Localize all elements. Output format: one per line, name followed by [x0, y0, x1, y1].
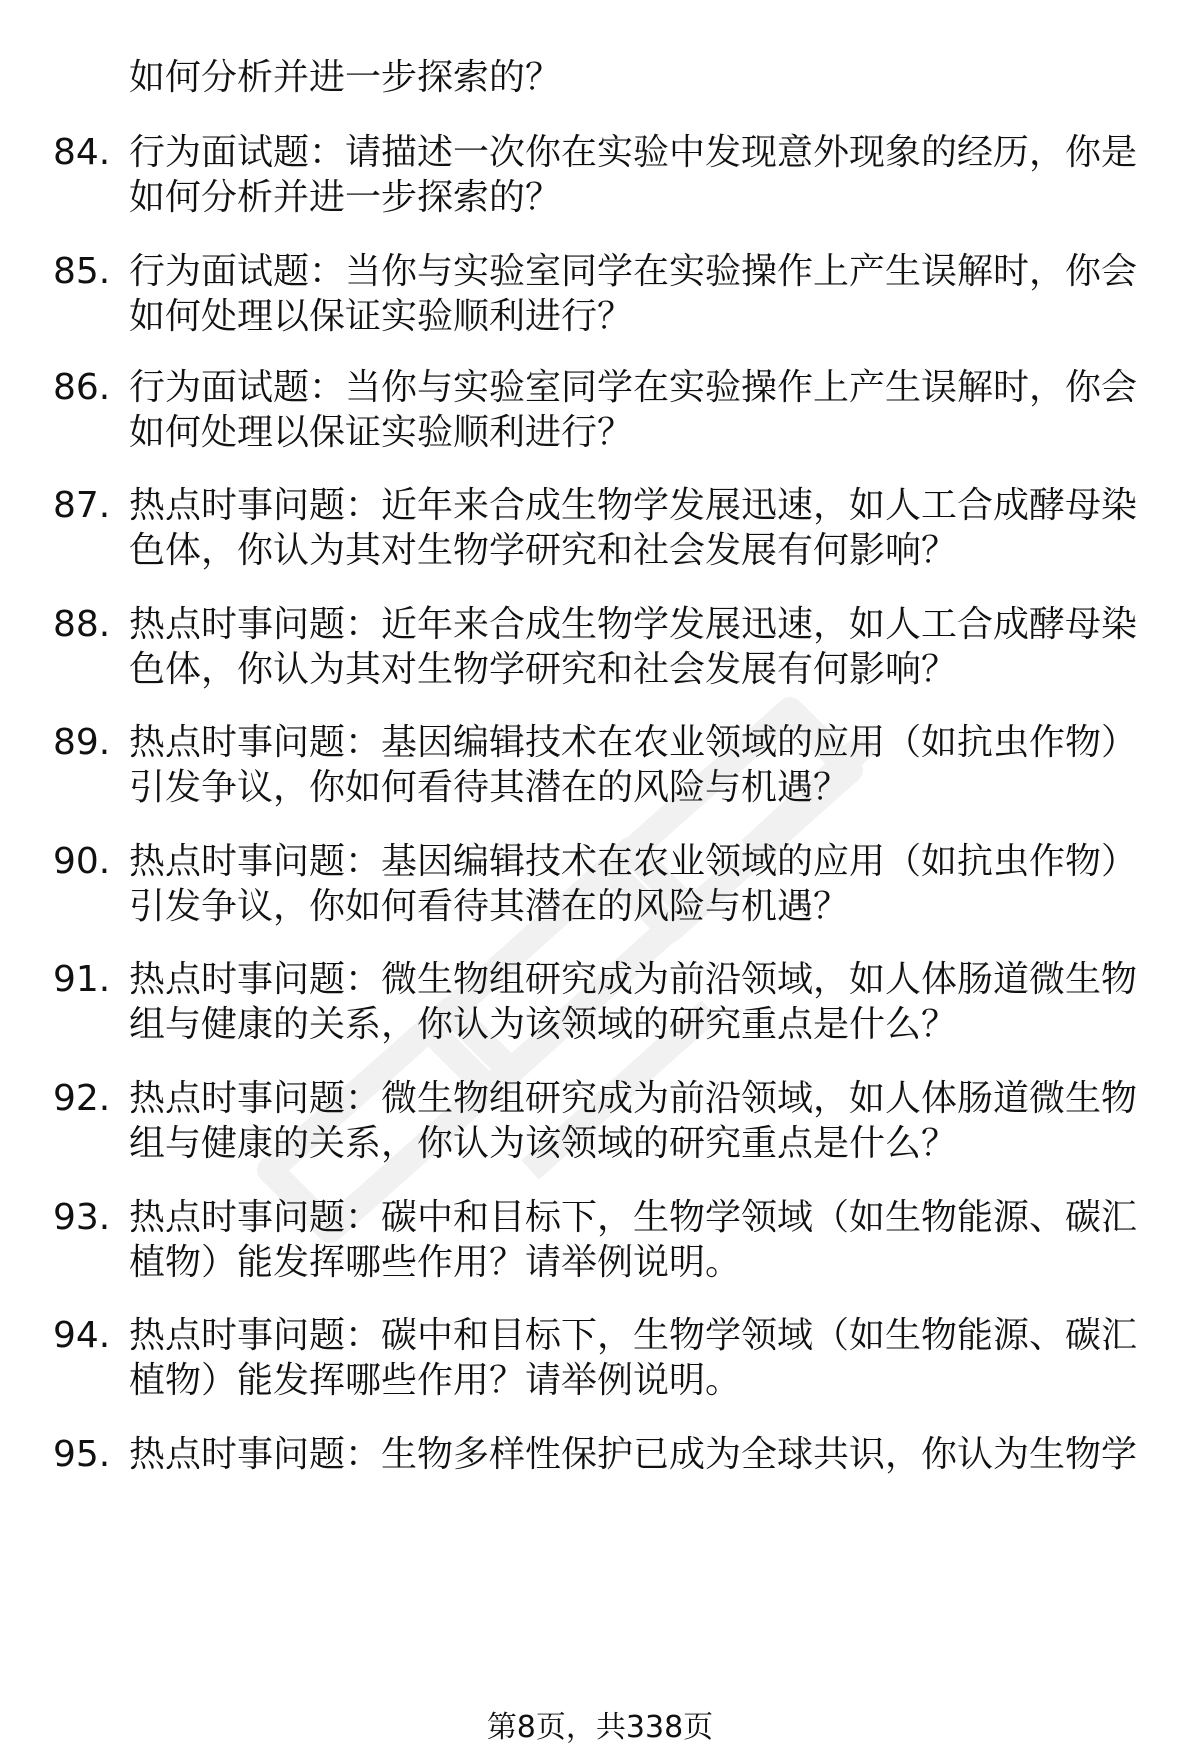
- item-line: 热点时事问题：基因编辑技术在农业领域的应用（如抗虫作物）: [129, 841, 1138, 882]
- item-line: 组与健康的关系，你认为该领域的研究重点是什么？: [129, 1123, 958, 1164]
- item-number: 87.: [53, 485, 111, 526]
- item-number: 85.: [53, 251, 111, 292]
- item-number: 93.: [53, 1197, 111, 1238]
- item-number: 94.: [53, 1315, 111, 1356]
- item-number: 92.: [53, 1078, 111, 1119]
- item-number: 90.: [53, 841, 111, 882]
- item-number: 91.: [53, 959, 111, 1000]
- item-line: 热点时事问题：生物多样性保护已成为全球共识，你认为生物学: [129, 1434, 1138, 1475]
- item-line: 色体，你认为其对生物学研究和社会发展有何影响？: [129, 649, 958, 690]
- item-line: 热点时事问题：微生物组研究成为前沿领域，如人体肠道微生物: [129, 959, 1138, 1000]
- item-line: 热点时事问题：近年来合成生物学发展迅速，如人工合成酵母染: [129, 604, 1138, 645]
- item-number: 89.: [53, 722, 111, 763]
- item-line: 热点时事问题：微生物组研究成为前沿领域，如人体肠道微生物: [129, 1078, 1138, 1119]
- item-number: 95.: [53, 1434, 111, 1475]
- item-line: 引发争议，你如何看待其潜在的风险与机遇？: [129, 767, 850, 808]
- item-line: 植物）能发挥哪些作用？请举例说明。: [129, 1360, 742, 1401]
- item-line: 行为面试题：当你与实验室同学在实验操作上产生误解时，你会: [129, 367, 1138, 408]
- item-line: 行为面试题：请描述一次你在实验中发现意外现象的经历，你是: [129, 132, 1138, 173]
- item-line: 色体，你认为其对生物学研究和社会发展有何影响？: [129, 530, 958, 571]
- item-line: 组与健康的关系，你认为该领域的研究重点是什么？: [129, 1004, 958, 1045]
- item-line: 热点时事问题：碳中和目标下，生物学领域（如生物能源、碳汇: [129, 1315, 1138, 1356]
- item-line: 如何处理以保证实验顺利进行？: [129, 412, 634, 453]
- continuation-line: 如何分析并进一步探索的？: [129, 57, 562, 98]
- item-line: 热点时事问题：基因编辑技术在农业领域的应用（如抗虫作物）: [129, 722, 1138, 763]
- item-line: 热点时事问题：近年来合成生物学发展迅速，如人工合成酵母染: [129, 485, 1138, 526]
- item-line: 如何分析并进一步探索的？: [129, 177, 562, 218]
- item-number: 84.: [53, 132, 111, 173]
- item-number: 88.: [53, 604, 111, 645]
- item-line: 行为面试题：当你与实验室同学在实验操作上产生误解时，你会: [129, 251, 1138, 292]
- item-line: 热点时事问题：碳中和目标下，生物学领域（如生物能源、碳汇: [129, 1197, 1138, 1238]
- item-line: 如何处理以保证实验顺利进行？: [129, 296, 634, 337]
- item-number: 86.: [53, 367, 111, 408]
- item-line: 植物）能发挥哪些作用？请举例说明。: [129, 1242, 742, 1283]
- item-line: 引发争议，你如何看待其潜在的风险与机遇？: [129, 886, 850, 927]
- page-footer: 第8页，共338页: [486, 1710, 714, 1745]
